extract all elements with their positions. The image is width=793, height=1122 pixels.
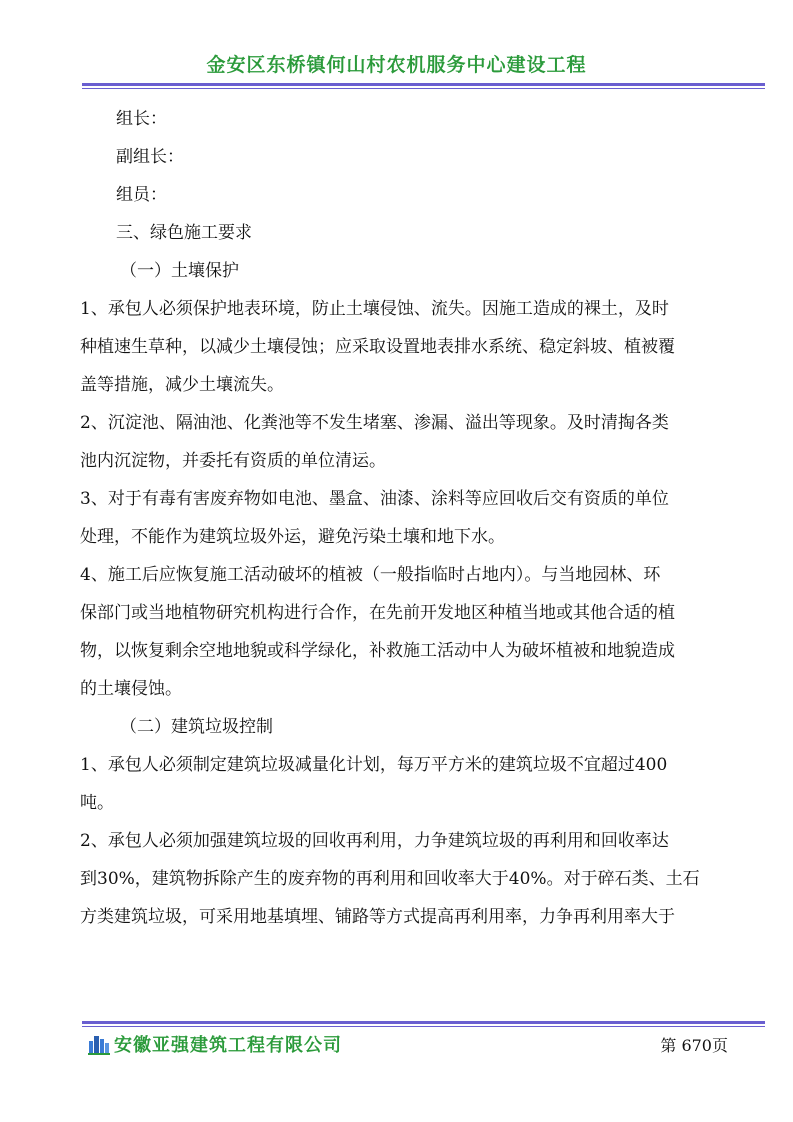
text-line: 组长： — [116, 109, 167, 129]
page-number: 第 670页 — [660, 1036, 728, 1055]
text-line: 4、施工后应恢复施工活动破坏的植被（一般指临时占地内）。与当地园林、环 — [80, 565, 661, 585]
company-name: 安徽亚强建筑工程有限公司 — [114, 1035, 342, 1056]
text-line: 3、对于有毒有害废弃物如电池、墨盒、油漆、涂料等应回收后交有资质的单位 — [80, 489, 669, 509]
header-rule — [82, 83, 765, 89]
footer-rule — [82, 1021, 765, 1027]
text-line: 组员： — [116, 185, 167, 205]
building-logo-icon — [88, 1033, 110, 1055]
text-line: 种植速生草种，以减少土壤侵蚀；应采取设置地表排水系统、稳定斜坡、植被覆 — [80, 337, 675, 357]
footer — [88, 1029, 728, 1059]
text-line: （二）建筑垃圾控制 — [120, 717, 273, 737]
text-line: 三、绿色施工要求 — [116, 223, 252, 243]
text-line: 盖等措施，减少土壤流失。 — [80, 375, 284, 395]
document-body — [80, 100, 720, 936]
text-line: 池内沉淀物，并委托有资质的单位清运。 — [80, 451, 386, 471]
text-line: 处理，不能作为建筑垃圾外运，避免污染土壤和地下水。 — [80, 527, 505, 547]
text-line: 物，以恢复剩余空地地貌或科学绿化，补救施工活动中人为破坏植被和地貌造成 — [80, 641, 675, 661]
text-line: 2、承包人必须加强建筑垃圾的回收再利用，力争建筑垃圾的再利用和回收率达 — [80, 831, 669, 851]
text-line: 保部门或当地植物研究机构进行合作，在先前开发地区种植当地或其他合适的植 — [80, 603, 675, 623]
text-line: 的土壤侵蚀。 — [80, 679, 182, 699]
text-line: 2、沉淀池、隔油池、化粪池等不发生堵塞、渗漏、溢出等现象。及时清掏各类 — [80, 413, 669, 433]
text-line: 1、承包人必须制定建筑垃圾减量化计划，每万平方米的建筑垃圾不宜超过400 — [80, 755, 668, 775]
text-line: 副组长： — [116, 147, 184, 167]
text-line: 1、承包人必须保护地表环境，防止土壤侵蚀、流失。因施工造成的裸土，及时 — [80, 299, 669, 319]
text-line: 吨。 — [80, 793, 114, 813]
header-title: 金安区东桥镇何山村农机服务中心建设工程 — [206, 54, 587, 76]
text-line: （一）土壤保护 — [120, 261, 239, 281]
text-line: 到30%，建筑物拆除产生的废弃物的再利用和回收率大于40%。对于碎石类、土石 — [80, 869, 700, 889]
text-line: 方类建筑垃圾，可采用地基填埋、铺路等方式提高再利用率，力争再利用率大于 — [80, 907, 675, 927]
